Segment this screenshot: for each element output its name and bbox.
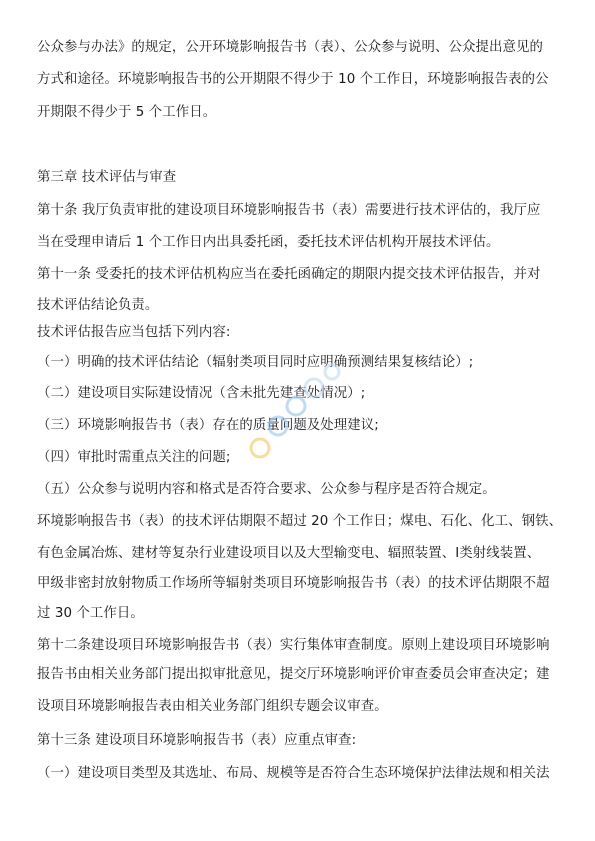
text-line: 第十条 我厅负责审批的建设项目环境影响报告书（表）需要进行技术评估的，我厅应 — [37, 203, 541, 218]
text-line: 公众参与办法》的规定，公开环境影响报告书（表）、公众参与说明、公众提出意见的 — [37, 40, 543, 55]
text-line: 第十三条 建设项目环境影响报告书（表）应重点审查: — [37, 733, 357, 748]
text-line: 环境影响报告书（表）的技术评估期限不超过 20 个工作日；煤电、石化、化工、钢铁、 — [37, 514, 563, 529]
text-line: 技术评估结论负责。 — [37, 298, 159, 313]
text-line: 甲级非密封放射物质工作场所等辐射类项目环境影响报告书（表）的技术评估期限不超 — [37, 576, 550, 591]
text-line: 第十二条建设项目环境影响报告书（表）实行集体审查制度。原则上建设项目环境影响 — [37, 638, 550, 653]
list-item: （三）环境影响报告书（表）存在的质量问题及处理建议; — [37, 418, 379, 433]
list-item: （一）建设项目类型及其选址、布局、规模等是否符合生态环境保护法律法规和相关法 — [37, 766, 550, 781]
text-line: 方式和途径。环境影响报告书的公开期限不得少于 10 个工作日，环境影响报告表的公 — [37, 72, 549, 87]
text-line: 第十一条 受委托的技术评估机构应当在委托函确定的期限内提交技术评估报告，并对 — [37, 267, 541, 282]
list-item: （四）审批时需重点关注的问题; — [37, 450, 231, 465]
list-item: （五）公众参与说明内容和格式是否符合要求、公众参与程序是否符合规定。 — [37, 482, 496, 497]
text-line: 有色金属冶炼、建材等复杂行业建设项目以及大型输变电、辐照装置、Ⅰ类射线装置、 — [37, 546, 541, 561]
text-line: 报告书由相关业务部门提出拟审批意见，提交厅环境影响评价审查委员会审查决定；建 — [37, 667, 550, 682]
text-line: 当在受理申请后 1 个工作日内出具委托函，委托技术评估机构开展技术评估。 — [37, 235, 500, 250]
chapter-heading: 第三章 技术评估与审查 — [37, 170, 177, 185]
text-line: 过 30 个工作日。 — [37, 606, 144, 621]
text-line: 开期限不得少于 5 个工作日。 — [37, 105, 217, 120]
list-item: （一）明确的技术评估结论（辐射类项目同时应明确预测结果复核结论）; — [37, 355, 474, 370]
text-line: 设项目环境影响报告表由相关业务部门组织专题会议审查。 — [37, 699, 388, 714]
list-item: （二）建设项目实际建设情况（含未批先建查处情况）; — [37, 386, 366, 401]
text-line: 技术评估报告应当包括下列内容: — [37, 325, 231, 340]
